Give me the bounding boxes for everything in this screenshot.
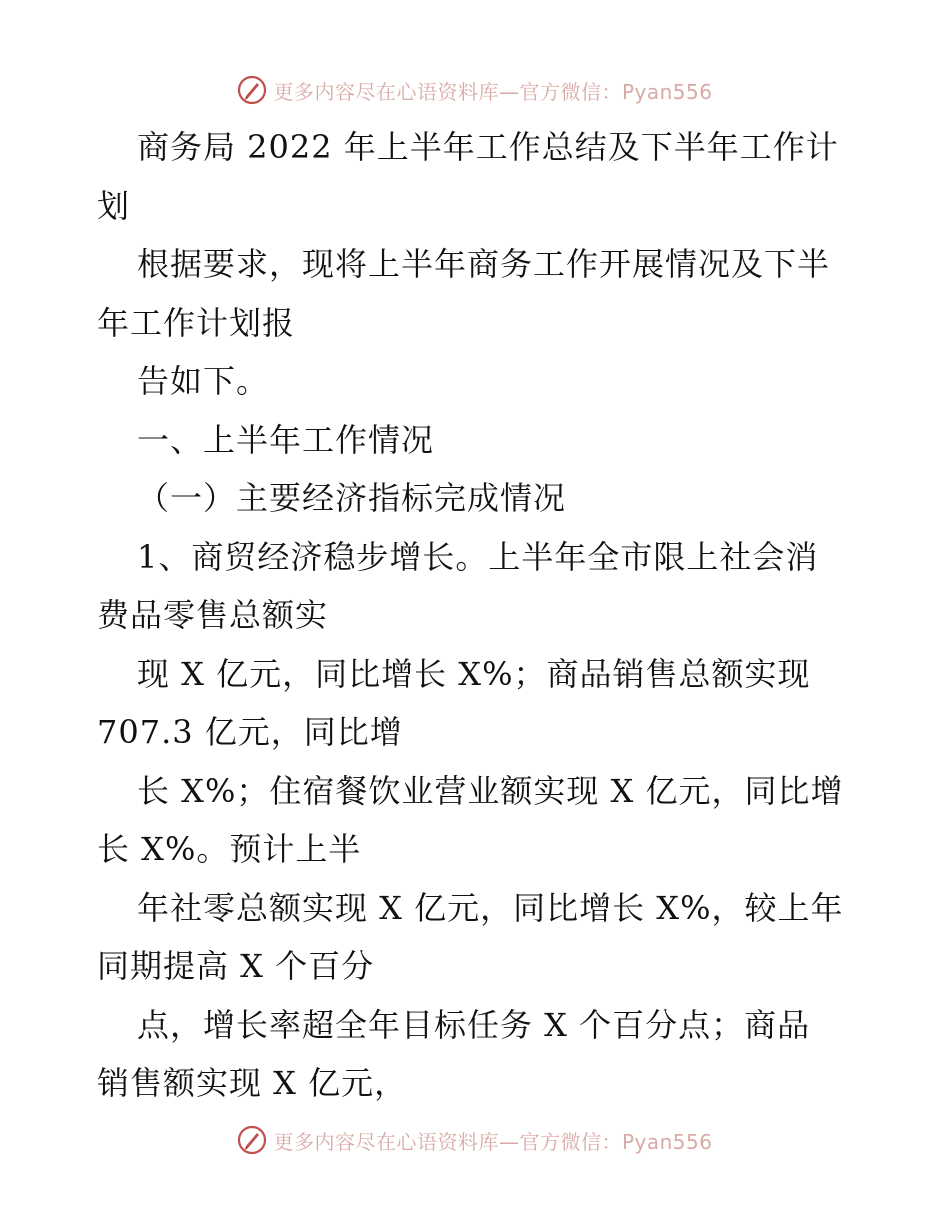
header-banner [0, 70, 950, 110]
paragraph-line: 根据要求，现将上半年商务工作开展情况及下半 [137, 245, 831, 283]
document-title-line-1: 商务局 2022 年上半年工作总结及下半年工作计 [137, 128, 839, 166]
paragraph-line: 年社零总额实现 X 亿元，同比增长 X%，较上年 [137, 888, 844, 927]
paragraph-line: 年工作计划报 [97, 303, 296, 342]
paragraph-line: 现 X 亿元，同比增长 X%；商品销售总额实现 [137, 654, 811, 693]
paragraph-line: 707.3 亿元，同比增 [97, 713, 403, 751]
quill-pen-seal-icon [237, 1125, 267, 1155]
paragraph-line: 费品零售总额实 [97, 596, 329, 634]
document-title-line-2: 划 [97, 186, 131, 225]
paragraph-line: 告如下。 [137, 362, 270, 400]
banner-text: 更多内容尽在心语资料库—官方微信：Pyan556 [273, 1129, 713, 1154]
paragraph-line: 销售额实现 X 亿元， [97, 1064, 408, 1102]
document-body [97, 118, 857, 1113]
paragraph-line: 1、商贸经济稳步增长。上半年全市限上社会消 [137, 537, 819, 576]
banner-text: 更多内容尽在心语资料库—官方微信：Pyan556 [273, 79, 713, 104]
section-heading: 一、上半年工作情况 [137, 420, 435, 459]
paragraph-line: 点，增长率超全年目标任务 X 个百分点；商品 [137, 1005, 811, 1044]
subsection-heading: （一）主要经济指标完成情况 [137, 479, 567, 517]
paragraph-line: 同期提高 X 个百分 [97, 947, 375, 985]
paragraph-line: 长 X%；住宿餐饮业营业额实现 X 亿元，同比增 [137, 771, 844, 810]
paragraph-line: 长 X%。预计上半 [97, 830, 362, 868]
footer-banner [0, 1120, 950, 1160]
quill-pen-seal-icon [237, 75, 267, 105]
